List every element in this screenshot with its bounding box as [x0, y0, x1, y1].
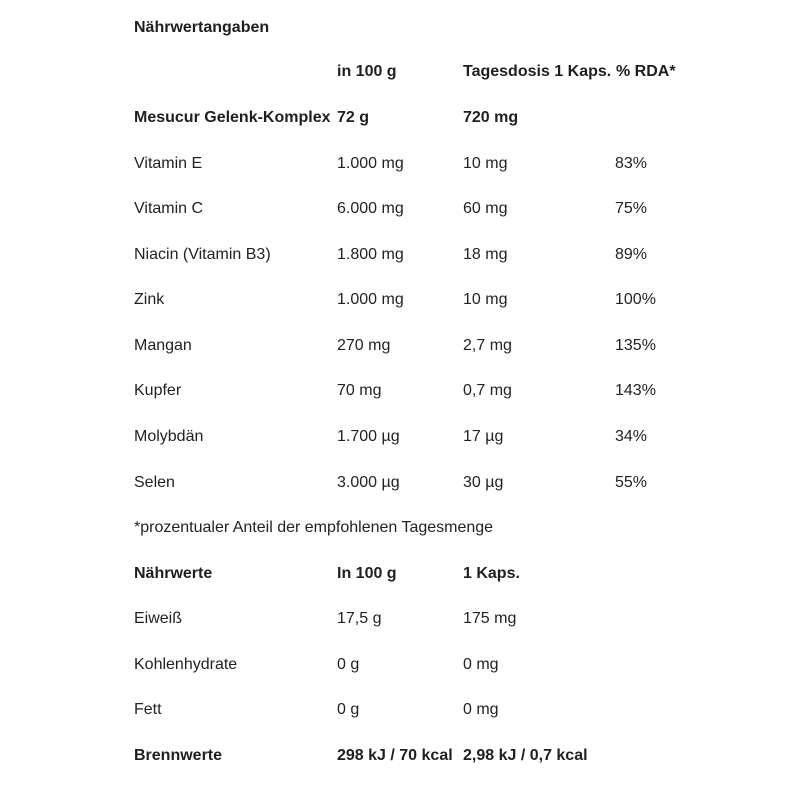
- row-per-100g: 1.700 µg: [337, 428, 400, 445]
- row-rda: 55%: [615, 474, 648, 491]
- row-label: Kupfer: [134, 382, 182, 399]
- footnote: *prozentualer Anteil der empfohlenen Tagesmenge: [134, 519, 494, 536]
- row-label: Molybdän: [134, 428, 204, 445]
- table-header-row: [134, 61, 734, 83]
- row-daily-dose: 30 µg: [463, 474, 504, 491]
- table-row: [134, 335, 734, 357]
- table-row: [134, 289, 734, 311]
- row-per-capsule: 0 mg: [463, 701, 499, 718]
- row-per-100g: 1.000 mg: [337, 155, 404, 172]
- row-label: Vitamin E: [134, 155, 203, 172]
- row-label: Kohlenhydrate: [134, 656, 238, 673]
- row-per-100g: 0 g: [337, 656, 360, 673]
- row-per-100g: 1.800 mg: [337, 246, 404, 263]
- row-daily-dose: 10 mg: [463, 155, 508, 172]
- header-per-100g: in 100 g: [337, 63, 397, 80]
- row-rda: 34%: [615, 428, 648, 445]
- row-rda: 89%: [615, 246, 648, 263]
- header-rda: % RDA*: [616, 63, 676, 80]
- row-label: Zink: [134, 291, 165, 308]
- table-row: [134, 654, 734, 676]
- row-rda: 83%: [615, 155, 648, 172]
- row-per-capsule: 2,98 kJ / 0,7 kcal: [463, 747, 588, 764]
- row-per-100g: 70 mg: [337, 382, 382, 399]
- row-label: Vitamin C: [134, 200, 204, 217]
- row-per-100g: 17,5 g: [337, 610, 382, 627]
- table-row: [134, 153, 734, 175]
- row-daily-dose: 10 mg: [463, 291, 508, 308]
- row-rda: 143%: [615, 382, 656, 399]
- row-rda: 100%: [615, 291, 656, 308]
- table-row: [134, 380, 734, 402]
- header-nutrient: Nährwerte: [134, 565, 213, 582]
- row-label: Niacin (Vitamin B3): [134, 246, 271, 263]
- row-per-100g: 1.000 mg: [337, 291, 404, 308]
- row-per-capsule: 175 mg: [463, 610, 517, 627]
- header-per-100g: In 100 g: [337, 565, 397, 582]
- row-label: Brennwerte: [134, 747, 223, 764]
- row-per-100g: 3.000 µg: [337, 474, 400, 491]
- row-per-100g: 6.000 mg: [337, 200, 404, 217]
- row-label: Eiweiß: [134, 610, 183, 627]
- page-title: Nährwertangaben: [134, 19, 270, 36]
- table-row: [134, 699, 734, 721]
- row-label: Mesucur Gelenk-Komplex: [134, 109, 331, 126]
- row-daily-dose: 17 µg: [463, 428, 504, 445]
- row-label: Fett: [134, 701, 162, 718]
- table-row: [134, 608, 734, 630]
- row-label: Mangan: [134, 337, 192, 354]
- row-per-100g: 72 g: [337, 109, 370, 126]
- row-rda: 135%: [615, 337, 656, 354]
- row-per-100g: 298 kJ / 70 kcal: [337, 747, 453, 764]
- row-daily-dose: 60 mg: [463, 200, 508, 217]
- row-label: Selen: [134, 474, 175, 491]
- table-row: [134, 472, 734, 494]
- row-daily-dose: 2,7 mg: [463, 337, 512, 354]
- row-daily-dose: 18 mg: [463, 246, 508, 263]
- row-daily-dose: 0,7 mg: [463, 382, 512, 399]
- table-row: [134, 244, 734, 266]
- row-per-100g: 0 g: [337, 701, 360, 718]
- table-header-row: [134, 563, 734, 585]
- header-per-capsule: 1 Kaps.: [463, 565, 520, 582]
- row-daily-dose: 720 mg: [463, 109, 519, 126]
- table-row: [134, 426, 734, 448]
- row-rda: 75%: [615, 200, 648, 217]
- table-row: [134, 198, 734, 220]
- row-per-capsule: 0 mg: [463, 656, 499, 673]
- header-daily-dose: Tagesdosis 1 Kaps.: [463, 63, 612, 80]
- table-row-complex: [134, 107, 734, 129]
- row-per-100g: 270 mg: [337, 337, 391, 354]
- table-row-energy: [134, 745, 734, 767]
